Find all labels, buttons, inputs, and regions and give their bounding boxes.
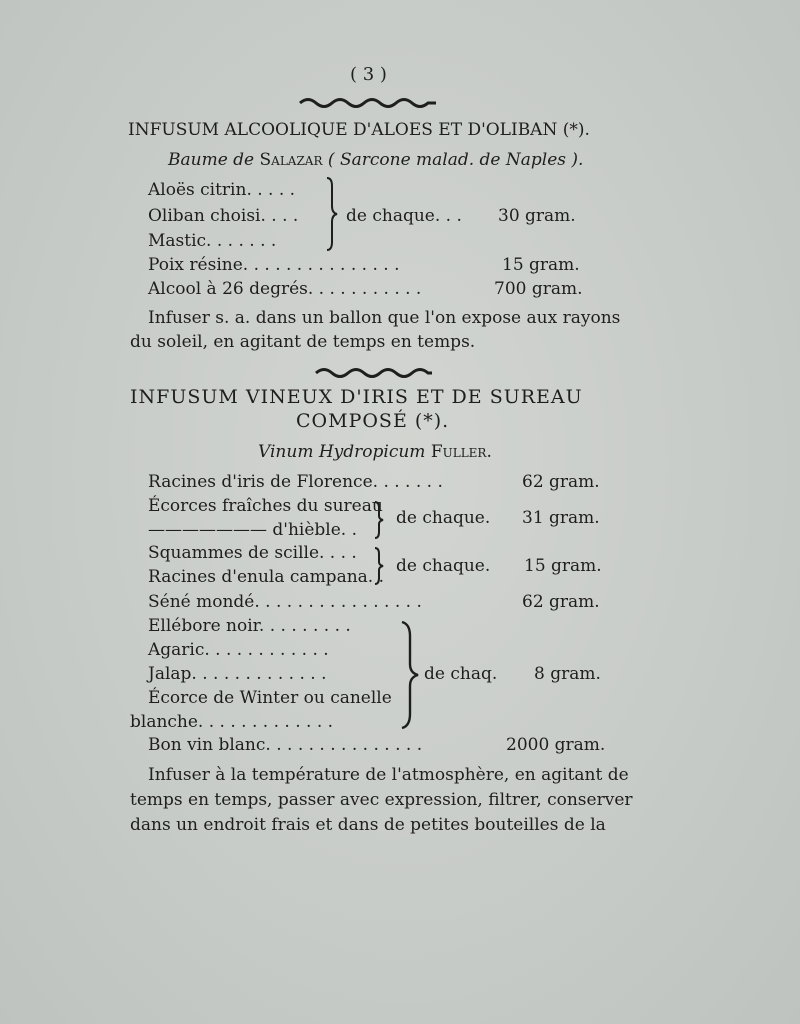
amount-2000-gram: 2000 gram. bbox=[506, 735, 606, 755]
amount-62-gram: 62 gram. bbox=[522, 592, 600, 612]
dosage-note: de chaque. bbox=[396, 508, 491, 528]
ingredient-alcool: Alcool à 26 degrés. . . . . . . . . . . bbox=[148, 279, 422, 299]
instruction-line: dans un endroit frais et dans de petites bouteilles de la bbox=[130, 815, 606, 835]
instruction-line: Infuser s. a. dans un ballon que l'on expose aux rayons bbox=[148, 308, 621, 328]
curly-brace bbox=[324, 176, 340, 252]
amount-15-gram: 15 gram. bbox=[502, 255, 580, 275]
curly-brace bbox=[372, 546, 386, 586]
instruction-line: Infuser à la température de l'atmosphère, en agitant de bbox=[148, 765, 629, 785]
ingredient-vin-blanc: Bon vin blanc. . . . . . . . . . . . . . . bbox=[148, 735, 423, 755]
dosage-note: de chaq. bbox=[424, 664, 498, 684]
section-title-line2: COMPOSÉ (*). bbox=[296, 410, 450, 432]
amount-700-gram: 700 gram. bbox=[494, 279, 583, 299]
ingredient-sene: Séné mondé. . . . . . . . . . . . . . . . bbox=[148, 592, 422, 612]
curly-brace bbox=[398, 620, 422, 730]
ditto-dash: ——————— bbox=[148, 520, 267, 540]
ingredient-ecorce-winter: Écorce de Winter ou canelle bbox=[148, 688, 392, 708]
section-subtitle bbox=[258, 442, 492, 462]
subtitle-latin-name: Vinum Hydropicum bbox=[258, 442, 426, 462]
ingredient-blanche: blanche. . . . . . . . . . . . . bbox=[130, 712, 334, 732]
ingredient-poix-resine: Poix résine. . . . . . . . . . . . . . . bbox=[148, 255, 400, 275]
subtitle-source: ( Sarcone malad. de Naples ). bbox=[327, 150, 584, 170]
instruction-line: temps en temps, passer avec expression, filtrer, conserver bbox=[130, 790, 633, 810]
ingredient-iris: Racines d'iris de Florence. . . . . . . bbox=[148, 472, 443, 492]
amount-30-gram: 30 gram. bbox=[498, 206, 576, 226]
ornamental-rule bbox=[298, 96, 438, 110]
amount-15-gram: 15 gram. bbox=[524, 556, 602, 576]
subtitle-prefix: Baume de bbox=[168, 150, 255, 170]
ingredient-hieble-label: d'hièble. . bbox=[272, 520, 357, 540]
amount-62-gram: 62 gram. bbox=[522, 472, 600, 492]
page-number: ( 3 ) bbox=[350, 64, 387, 85]
ingredient-oliban: Oliban choisi. . . . bbox=[148, 206, 299, 226]
curly-brace bbox=[372, 500, 386, 540]
ingredient-jalap: Jalap. . . . . . . . . . . . . bbox=[148, 664, 327, 684]
section-subtitle bbox=[168, 150, 583, 170]
ingredient-scille: Squammes de scille. . . . bbox=[148, 543, 357, 563]
ingredient-hieble bbox=[148, 520, 357, 540]
amount-8-gram: 8 gram. bbox=[534, 664, 601, 684]
subtitle-author: Salazar bbox=[259, 150, 323, 170]
amount-31-gram: 31 gram. bbox=[522, 508, 600, 528]
instruction-line: du soleil, en agitant de temps en temps. bbox=[130, 332, 476, 352]
ingredient-agaric: Agaric. . . . . . . . . . . . bbox=[148, 640, 329, 660]
ingredient-mastic: Mastic. . . . . . . bbox=[148, 231, 277, 251]
subtitle-author: Fuller. bbox=[430, 442, 492, 462]
ingredient-aloes: Aloës citrin. . . . . bbox=[148, 180, 296, 200]
dosage-note: de chaque. bbox=[396, 556, 491, 576]
ingredient-ellebore: Ellébore noir. . . . . . . . . bbox=[148, 616, 351, 636]
ornamental-rule bbox=[314, 366, 434, 380]
section-title-infusum-vineux: INFUSUM VINEUX D'IRIS ET DE SUREAU bbox=[130, 386, 583, 408]
ingredient-sureau: Écorces fraîches du sureau bbox=[148, 496, 383, 516]
dosage-note: de chaque. . . bbox=[346, 206, 462, 226]
section-title-infusum-alcoolique: INFUSUM ALCOOLIQUE D'ALOES ET D'OLIBAN (*). bbox=[128, 120, 590, 140]
ingredient-enula: Racines d'enula campana. . bbox=[148, 567, 384, 587]
